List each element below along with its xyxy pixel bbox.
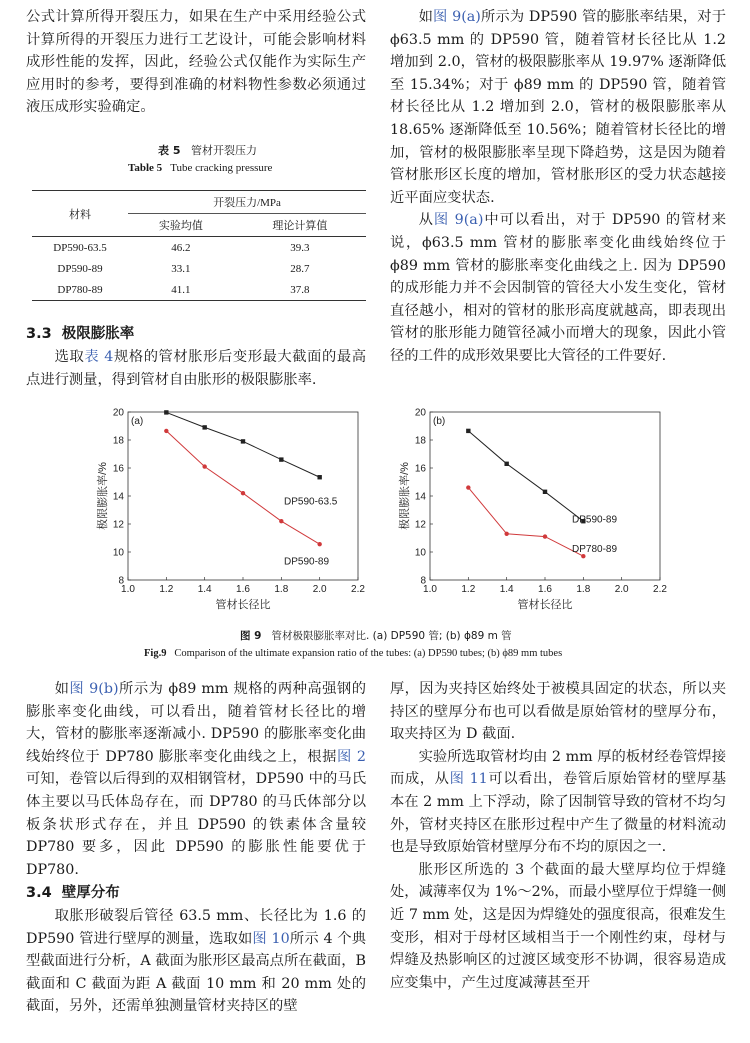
x-axis-label: 管材长径比 [215, 599, 271, 611]
y-tick-label: 8 [420, 575, 426, 587]
x-tick-label: 1.6 [538, 584, 552, 595]
y-tick-label: 14 [112, 491, 124, 503]
data-point-marker [504, 462, 508, 466]
y-tick-label: 18 [414, 435, 426, 447]
table-cell-exp: 33.1 [171, 262, 191, 275]
table5-caption-zh-text: 管材开裂压力 [190, 144, 257, 157]
fig9a-discussion-paragraph: 如图 9(a)所示为 DP590 管的膨胀率结果，对于 ϕ63.5 mm 的 DP590 管，随着管材长径比从 1.2 增加到 2.0，管材的极限膨胀率从 19.97% 逐渐降低至 15.34%；对于 ϕ89 mm 的 DP590 管，随着管材长径比从 1.2 增加到 2.0，管材的极限膨胀率从 18.65% 逐渐降低至 10.56%；随着管材长径比的增加，管材的极限膨胀率呈现下降趋势，这是因为随着管材胀形区长度的增加，管材胀形区的受力状态越接近平面应变状态. [390, 9, 726, 206]
x-tick-label: 1.0 [121, 584, 135, 595]
series-line [468, 488, 583, 557]
figure9-caption-en [144, 648, 562, 659]
x-tick-label: 1.0 [423, 584, 437, 595]
series-label: DP590-63.5 [284, 496, 338, 508]
bulge-zone-paragraph: 胀形区所选的 3 个截面的最大壁厚均位于焊缝处，减薄率仅为 1%～2%，而最小壁厚位于焊缝一侧近 7 mm 处，这是因为焊缝处的强度很高，很难发生变形，相对于母材区域相当于一个刚性约束，母材与焊缝及热影响区的过渡区域变形不协调，很容易造成应变集中，产生过度减薄甚至开 [390, 861, 726, 991]
y-tick-label: 18 [112, 435, 124, 447]
figure-reference-link[interactable]: 图 9(b) [69, 681, 119, 697]
data-point-marker [543, 534, 547, 538]
y-tick-label: 12 [414, 519, 426, 531]
figure9-caption-zh-text: 管材极限膨胀率对比. (a) DP590 管; (b) ϕ89 m 管 [271, 630, 512, 642]
table-row [32, 279, 366, 301]
section-number: 3.3 [26, 326, 52, 342]
figure9a-chart [96, 400, 366, 620]
panel-label: (a) [131, 416, 144, 427]
figure9-caption-zh [240, 628, 512, 643]
section-3-3-heading [26, 322, 134, 343]
table-cell-exp: 46.2 [171, 241, 191, 254]
section-3-4-heading: 3.4 壁厚分布 [26, 885, 120, 902]
plot-frame [430, 412, 660, 580]
y-tick-label: 14 [414, 491, 426, 503]
table-row [32, 258, 366, 279]
table5-header-group: 开裂压力/MPa [128, 191, 366, 214]
y-tick-label: 10 [414, 547, 426, 559]
table-cell-material: DP780-89 [32, 279, 128, 301]
table-cell-material: DP590-89 [57, 262, 103, 275]
fig9a-comparison-paragraph: 从图 9(a)中可以看出，对于 DP590 的管材来说，ϕ63.5 mm 管材的膨胀率变化曲线始终位于 ϕ89 mm 管材的膨胀率变化曲线之上. 因为 DP590 的成形能力并不会因制管的管径大小发生变化，管材直径越小，相对的管材的胀形高度就越高，即表现出管材的胀形能力随管径减小而增大的现象，因此小管径的工件的成形效果要比大管径的工件要好. [390, 212, 726, 364]
intro-paragraph-column [26, 6, 366, 119]
y-tick-label: 20 [414, 407, 426, 419]
data-point-marker [241, 491, 245, 495]
x-tick-label: 2.0 [312, 584, 327, 595]
x-tick-label: 1.2 [159, 584, 174, 595]
section-3-3-paragraph: 选取表 4规格的管材胀形后变形最大截面的最高点进行测量，得到管材自由胀形的极限膨胀率. [26, 349, 367, 388]
x-tick-label: 2.0 [614, 584, 629, 595]
data-point-marker [466, 485, 470, 489]
table5-header-material: 材料 [32, 191, 128, 237]
series-label: DP590-89 [572, 514, 618, 526]
table5-header-exp: 实验均值 [128, 214, 234, 237]
section-3-3-body [26, 346, 366, 391]
section-title: 极限膨胀率 [61, 326, 135, 342]
data-point-marker [202, 464, 206, 468]
x-tick-label: 2.2 [351, 584, 365, 595]
figure-reference-link[interactable]: 图 9(a) [433, 212, 484, 229]
table-cell-exp: 41.1 [128, 279, 234, 301]
x-tick-label: 1.6 [236, 584, 250, 595]
series-label: DP590-89 [284, 556, 330, 568]
table5-header-theory: 理论计算值 [234, 214, 366, 237]
data-point-marker [279, 457, 283, 461]
table5-caption-en-label: Table 5 [128, 162, 163, 174]
y-axis-label: 极限膨胀率/% [399, 462, 411, 530]
series-label: DP780-89 [572, 544, 618, 555]
table-cell-theory: 28.7 [290, 262, 310, 275]
panel-label: (b) [433, 416, 446, 427]
y-tick-label: 16 [112, 463, 124, 475]
original-tube-paragraph: 实验所选取管材均由 2 mm 厚的板材经卷管焊接而成，从图 11可以看出，卷管后原始管材的壁厚基本在 2 mm 上下浮动，除了因制管导致的管材不均匀外，管材夹持区在胀形过程中产生了微量的材料流动也是导致原始管材壁厚分布不均的原因之一. [390, 748, 726, 856]
x-tick-label: 1.4 [499, 584, 514, 595]
left-bottom-column [26, 678, 366, 1018]
fig9b-discussion-paragraph: 如图 9(b)所示为 ϕ89 mm 规格的两种高强钢的膨胀率变化曲线，可以看出，随着管材长径比的增大，管材的膨胀率逐渐减小. DP590 的膨胀率变化曲线始终位于 DP780 膨胀率变化曲线之上，根据图 2可知，卷管以后得到的双相钢管材，DP590 中的马氏体主要以马氏体岛存在，而 DP780 的马氏体部分以板条状形式存在，并且 DP590 的铁素体含量较 DP780 要多，因此 DP590 的膨胀性能要优于 DP780. [26, 681, 366, 878]
series-line [166, 431, 319, 544]
y-tick-label: 16 [414, 463, 426, 475]
table5-caption-zh-label: 表 5 [158, 144, 181, 157]
clamp-zone-paragraph: 厚，因为夹持区始终处于被模具固定的状态，所以夹持区的壁厚分布也可以看做是原始管材的壁厚分布，取夹持区为 D 截面. [390, 681, 726, 743]
section-3-4-paragraph: 取胀形破裂后管径 63.5 mm、长径比为 1.6 的 DP590 管进行壁厚的测量，选取如图 10所示 4 个典型截面进行分析，A 截面为胀形区最高点所在截面，B 截面和 C 截面为距 A 截面 10 mm 和 20 mm 处的截面，另外，还需单独测量管材夹持区的壁 [26, 907, 367, 1015]
figure9-caption-en-text: Comparison of the ultimate expansion ratio of the tubes: (a) DP590 tubes; (b) ϕ89 mm tubes [174, 648, 563, 659]
table-row [32, 237, 366, 259]
x-tick-label: 2.2 [653, 584, 667, 595]
table5-caption-zh [158, 142, 257, 158]
y-axis-label: 极限膨胀率/% [97, 462, 109, 530]
y-tick-label: 10 [112, 547, 124, 559]
table-cell-theory: 39.3 [290, 241, 310, 254]
figure-reference-link[interactable]: 图 10 [252, 930, 290, 947]
series-line [166, 412, 319, 477]
x-tick-label: 1.8 [576, 584, 591, 595]
table5 [32, 190, 366, 301]
data-point-marker [466, 429, 470, 433]
figure9b-chart [398, 400, 668, 620]
x-tick-label: 1.4 [197, 584, 212, 595]
data-point-marker [317, 475, 321, 479]
data-point-marker [504, 532, 508, 536]
table-cell-theory: 37.8 [234, 279, 366, 301]
figure9-caption-zh-label: 图 9 [240, 630, 262, 642]
table-reference-link[interactable]: 表 4 [84, 349, 114, 365]
figure9-caption-en-label: Fig.9 [144, 648, 167, 659]
data-point-marker [164, 429, 168, 433]
right-top-column [390, 6, 726, 368]
data-point-marker [164, 410, 168, 414]
figure-reference-link[interactable]: 图 2 [336, 748, 366, 765]
data-point-marker [543, 490, 547, 494]
data-point-marker [202, 425, 206, 429]
table-cell-material: DP590-63.5 [53, 241, 107, 254]
figure-reference-link[interactable]: 图 9(a) [433, 9, 481, 25]
data-point-marker [279, 519, 283, 523]
y-tick-label: 20 [112, 407, 124, 419]
table5-caption-en-text: Tube cracking pressure [170, 162, 273, 174]
x-axis-label: 管材长径比 [517, 599, 573, 611]
table5-caption-en [128, 162, 272, 174]
x-tick-label: 1.2 [461, 584, 476, 595]
data-point-marker [241, 439, 245, 443]
right-bottom-column [390, 678, 726, 994]
intro-paragraph: 公式计算所得开裂压力，如果在生产中采用经验公式计算所得的开裂压力进行工艺设计，可能会影响材料成形性能的发挥，因此，经验公式仅能作为实际生产应用时的参考，要得到准确的材料物性参数必须通过液压成形实验确定。 [26, 9, 366, 116]
y-tick-label: 8 [118, 575, 124, 587]
y-tick-label: 12 [112, 519, 124, 531]
x-tick-label: 1.8 [274, 584, 289, 595]
data-point-marker [317, 542, 321, 546]
figure-reference-link[interactable]: 图 11 [449, 771, 488, 788]
